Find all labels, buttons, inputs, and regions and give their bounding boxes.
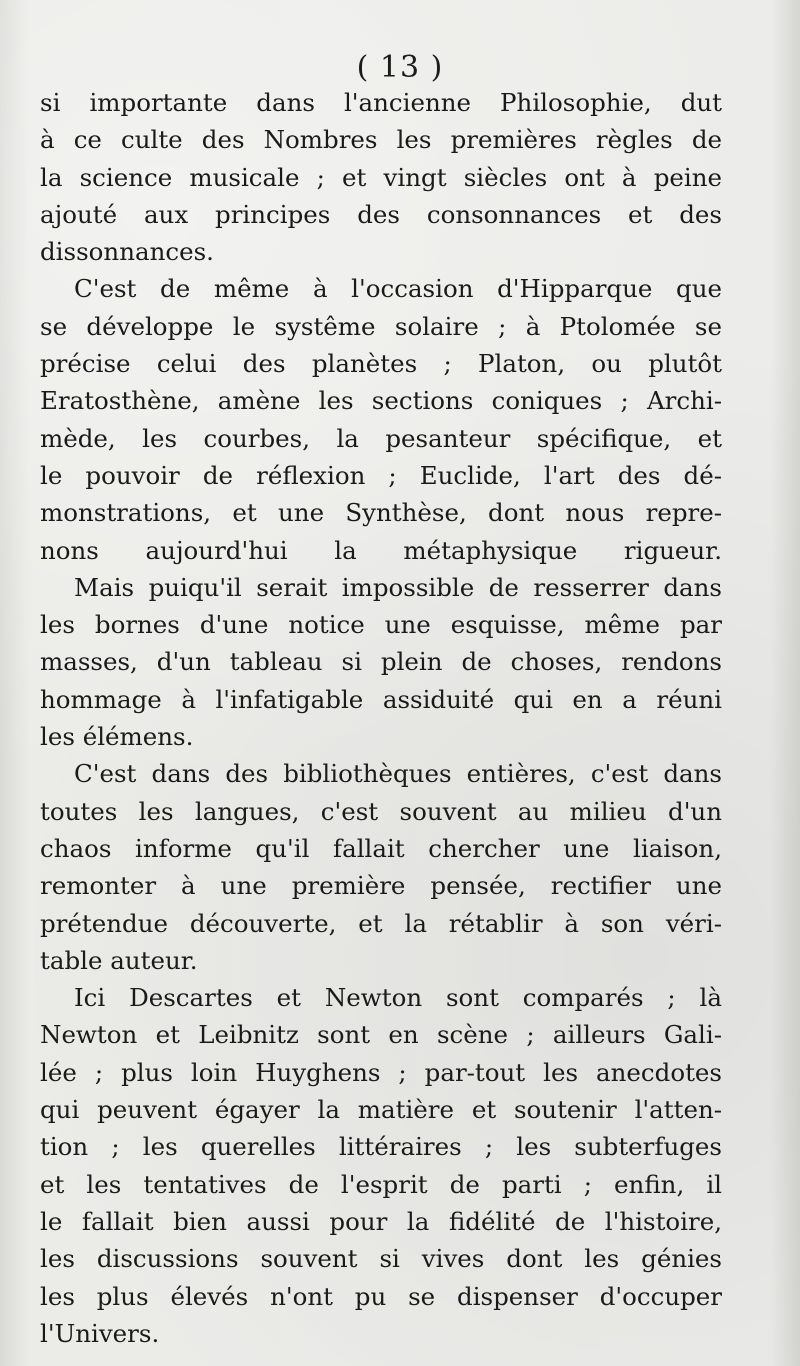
text-line: hommage à l'infatigable assiduité qui en a réuni [40,684,722,714]
text-line: à ce culte des Nombres les premières règles de [40,125,722,155]
text-line: Mais puiqu'il serait impossible de resserrer dans [74,572,722,602]
text-line: dissonnances. [40,237,214,267]
text-line: les bornes d'une notice une esquisse, même par [40,610,722,640]
text-line: chaos informe qu'il fallait chercher une liaison, [40,833,722,863]
text-line: la science musicale ; et vingt siècles ont à peine [40,162,722,192]
text-line: tion ; les querelles littéraires ; les subterfuges [40,1132,722,1162]
text-line: lée ; plus loin Huyghens ; par-tout les anecdotes [40,1057,722,1087]
text-line: masses, d'un tableau si plein de choses, rendons [40,647,722,677]
text-line: et les tentatives de l'esprit de parti ; enfin, il [40,1169,722,1199]
text-line: l'Univers. [40,1318,160,1348]
paragraph [40,270,722,568]
paragraph [40,84,722,270]
text-line: C'est dans des bibliothèques entières, c'est dans [74,759,722,789]
text-line: monstrations, et une Synthèse, dont nous repre- [40,498,722,528]
text-line: nons aujourd'hui la métaphysique rigueur. [40,535,722,565]
body-text [40,84,722,1352]
text-line: précise celui des planètes ; Platon, ou plutôt [40,349,722,379]
text-line: ajouté aux principes des consonnances et des [40,199,722,229]
text-line: se développe le systême solaire ; à Ptolomée se [40,311,722,341]
text-line: le fallait bien aussi pour la fidélité de l'histoire, [40,1206,722,1236]
text-line: les élémens. [40,722,194,752]
text-line: les plus élevés n'ont pu se dispenser d'occuper [40,1281,722,1311]
text-line: C'est de même à l'occasion d'Hipparque que [74,274,722,304]
text-line: le pouvoir de réflexion ; Euclide, l'art des dé- [40,460,722,490]
text-line: remonter à une première pensée, rectifier une [40,871,722,901]
text-line: toutes les langues, c'est souvent au milieu d'un [40,796,722,826]
text-line: qui peuvent égayer la matière et soutenir l'atten- [40,1095,722,1125]
text-line: Eratosthène, amène les sections coniques ; Archi- [40,386,722,416]
paragraph [40,979,722,1352]
paragraph [40,755,722,979]
text-line: les discussions souvent si vives dont les génies [40,1244,722,1274]
text-line: Ici Descartes et Newton sont comparés ; là [74,983,722,1013]
page-number: ( 13 ) [356,50,444,85]
text-line: Newton et Leibnitz sont en scène ; ailleurs Gali- [40,1020,722,1050]
text-line: si importante dans l'ancienne Philosophie, dut [40,88,722,117]
text-line: table auteur. [40,945,198,975]
text-line: mède, les courbes, la pesanteur spécifique, et [40,423,722,453]
paragraph [40,569,722,755]
text-line: prétendue découverte, et la rétablir à son véri- [40,908,722,938]
